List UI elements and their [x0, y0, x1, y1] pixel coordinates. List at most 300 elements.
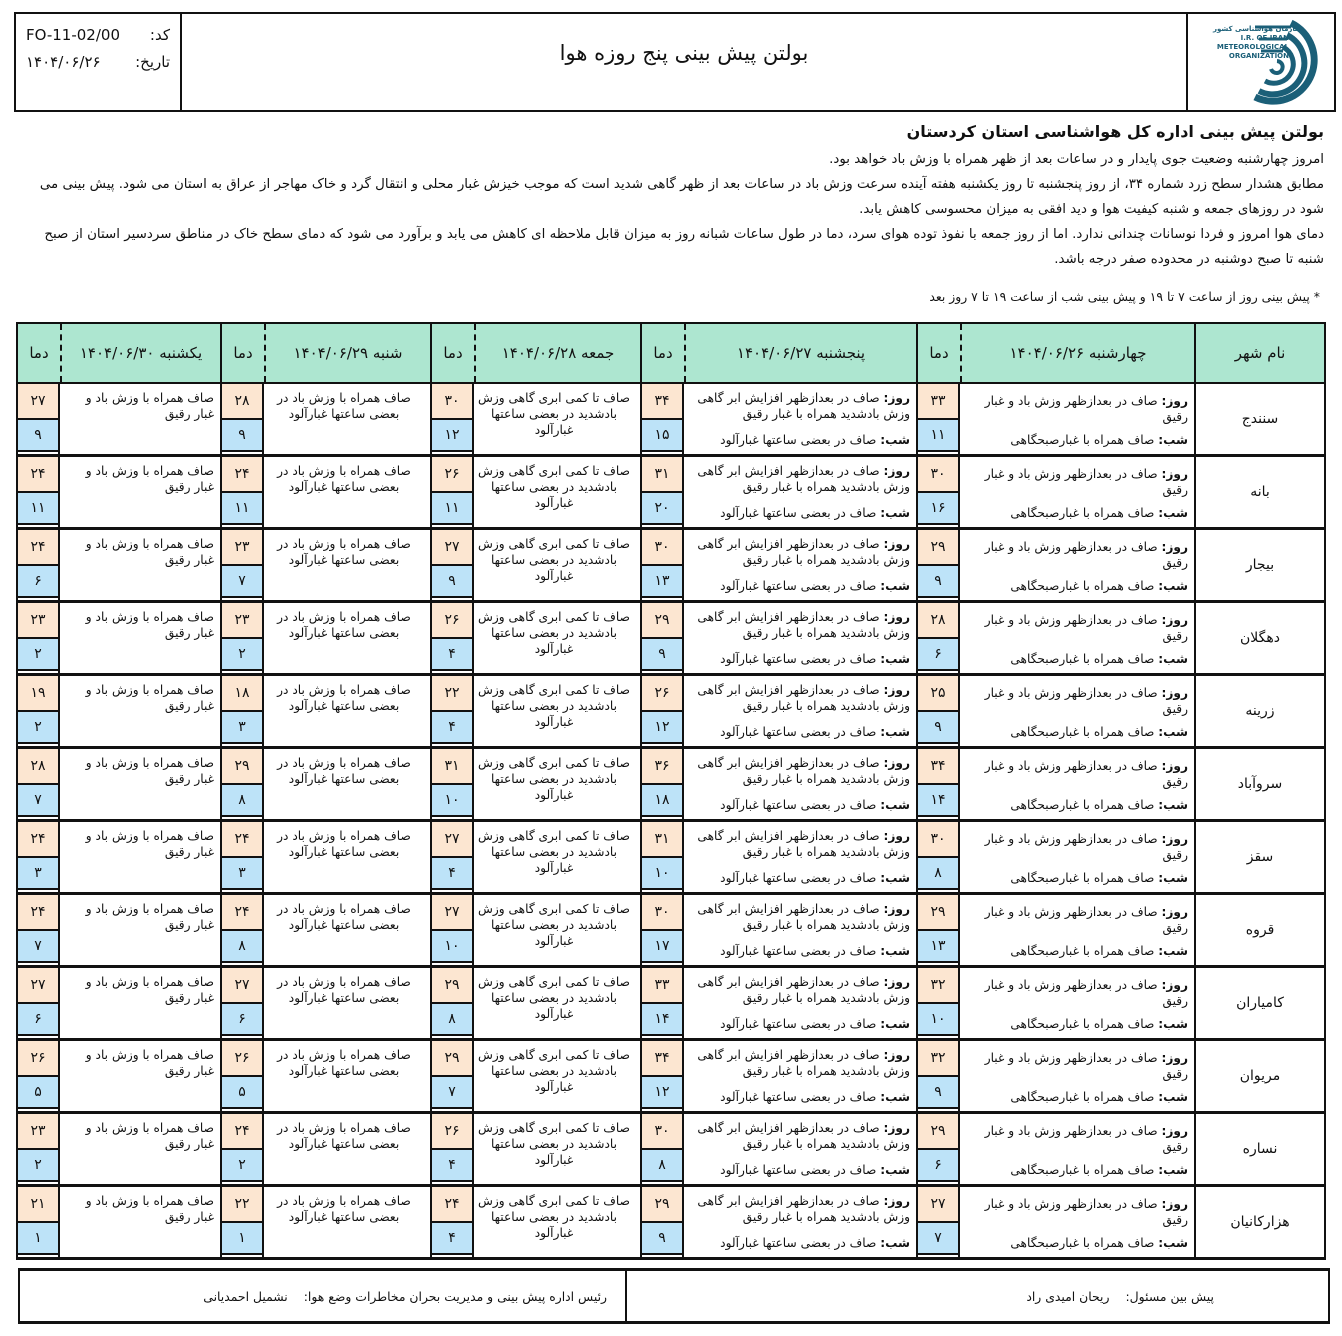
table-row	[16, 676, 1326, 749]
temperature-cell	[918, 530, 960, 600]
forecast-description	[474, 822, 640, 892]
min-temperature: ۱۲	[432, 420, 472, 452]
night-forecast-text: صاف در بعضی ساعتها غبارآلود	[720, 579, 877, 593]
min-temperature: ۴	[432, 1223, 472, 1255]
temperature-cell	[18, 1041, 60, 1111]
day-column-header	[640, 324, 916, 382]
table-row	[16, 968, 1326, 1041]
night-forecast-text: صاف همراه با غبارصبحگاهی	[1010, 579, 1155, 593]
max-temperature: ۲۲	[222, 1187, 262, 1223]
day-forecast-cell	[640, 749, 916, 819]
night-label: شب:	[1158, 1017, 1188, 1031]
min-temperature: ۱۱	[432, 493, 472, 525]
day-forecast	[964, 1123, 1188, 1155]
forecast-description	[960, 1187, 1194, 1257]
night-forecast-text: صاف در بعضی ساعتها غبارآلود	[720, 1017, 877, 1031]
forecast-description	[264, 530, 430, 600]
city-name: هزارکانیان	[1194, 1187, 1324, 1257]
day-forecast-cell	[18, 968, 220, 1038]
min-temperature: ۸	[432, 1004, 472, 1036]
temperature-cell	[18, 822, 60, 892]
day-forecast-cell	[640, 1114, 916, 1184]
day-label: روز:	[883, 1121, 910, 1135]
min-temperature: ۶	[918, 1150, 958, 1182]
day-forecast	[964, 758, 1188, 790]
forecast-text: صاف همراه با وزش باد در بعضی ساعتها غبارآلود	[277, 683, 411, 713]
department-head-label: رئیس اداره پیش بینی و مدیریت بحران مخاطرات وضع هوا:	[303, 1288, 607, 1304]
night-forecast-text: صاف در بعضی ساعتها غبارآلود	[720, 652, 877, 666]
min-temperature: ۸	[222, 931, 262, 963]
forecast-text: صاف تا کمی ابری گاهی وزش بادشدید در بعضی ساعتها غبارآلود	[478, 756, 630, 802]
max-temperature: ۲۹	[432, 968, 472, 1004]
temperature-cell	[918, 1187, 960, 1257]
city-name: بیجار	[1194, 530, 1324, 600]
temperature-cell	[222, 968, 264, 1038]
temperature-cell	[222, 1114, 264, 1184]
forecast-description	[684, 968, 916, 1038]
forecast-description	[60, 968, 220, 1038]
night-label: شب:	[880, 1236, 910, 1250]
temperature-cell	[432, 1114, 474, 1184]
min-temperature: ۹	[432, 566, 472, 598]
day-forecast-cell	[640, 384, 916, 454]
forecast-description	[60, 676, 220, 746]
min-temperature: ۹	[642, 639, 682, 671]
day-forecast-cell	[430, 603, 640, 673]
temperature-cell	[18, 676, 60, 746]
forecast-description	[960, 457, 1194, 527]
forecast-description	[60, 530, 220, 600]
forecast-description	[684, 384, 916, 454]
forecast-description	[264, 968, 430, 1038]
night-forecast-text: صاف در بعضی ساعتها غبارآلود	[720, 1163, 877, 1177]
table-body	[16, 384, 1326, 1260]
night-forecast-text: صاف همراه با غبارصبحگاهی	[1010, 1236, 1155, 1250]
forecast-description	[60, 384, 220, 454]
night-forecast	[720, 943, 910, 959]
temperature-cell	[918, 457, 960, 527]
day-forecast	[964, 904, 1188, 936]
forecast-time-note: * پیش بینی روز از ساعت ۷ تا ۱۹ و پیش بینی شب از ساعت ۱۹ تا ۷ روز بعد	[929, 289, 1320, 304]
forecast-description	[684, 749, 916, 819]
temperature-cell	[18, 384, 60, 454]
intro-paragraph: دمای هوا امروز و فردا نوسانات چندانی ندارد. اما از روز جمعه با نفوذ توده هوای سرد، دما در طول ساعات شبانه روز به میزان قابل ملاحظه ای کاهش می یابد و برآورد می شود که دمای سطح خاک در مناطق سردسیر استان از صبح شنبه تا صبح دوشنبه در محدوده صفر درجه باشد.	[44, 227, 1324, 267]
min-temperature: ۶	[18, 566, 58, 598]
day-forecast-text: صاف در بعدازظهر وزش باد و غبار رقیق	[984, 686, 1188, 716]
forecast-text: صاف همراه با وزش باد در بعضی ساعتها غبارآلود	[277, 1121, 411, 1151]
bulletin-intro	[20, 122, 1324, 309]
day-forecast-cell	[220, 749, 430, 819]
forecast-text: صاف تا کمی ابری گاهی وزش بادشدید در بعضی ساعتها غبارآلود	[478, 829, 630, 875]
date-value: ۱۴۰۴/۰۶/۲۶	[26, 53, 101, 71]
min-temperature: ۱۰	[642, 858, 682, 890]
forecast-description	[960, 968, 1194, 1038]
day-forecast-cell	[220, 603, 430, 673]
temperature-cell	[18, 1187, 60, 1257]
temperature-cell	[432, 603, 474, 673]
max-temperature: ۲۴	[18, 822, 58, 858]
intro-heading: بولتن پیش بینی اداره کل هواشناسی استان کردستان	[906, 122, 1324, 141]
day-forecast-text: صاف در بعدازظهر افزایش ابر گاهی وزش بادشدید همراه با غبار رقیق	[697, 537, 910, 567]
intro-paragraph: امروز چهارشنبه وضعیت جوی پایدار و در ساعات بعد از ظهر همراه با وزش باد خواهد بود.	[829, 152, 1324, 167]
temperature-cell	[432, 676, 474, 746]
forecast-description	[60, 457, 220, 527]
temperature-cell	[222, 1187, 264, 1257]
forecast-description	[264, 603, 430, 673]
night-forecast-text: صاف در بعضی ساعتها غبارآلود	[720, 506, 877, 520]
max-temperature: ۳۱	[642, 822, 682, 858]
max-temperature: ۳۰	[642, 530, 682, 566]
max-temperature: ۳۶	[642, 749, 682, 785]
forecast-text: صاف همراه با وزش باد و غبار رقیق	[85, 756, 214, 786]
max-temperature: ۲۶	[222, 1041, 262, 1077]
table-row	[16, 603, 1326, 676]
min-temperature: ۲	[222, 639, 262, 671]
day-forecast-cell	[640, 457, 916, 527]
table-row	[16, 384, 1326, 457]
min-temperature: ۲	[18, 1150, 58, 1182]
night-label: شب:	[880, 506, 910, 520]
temperature-cell	[222, 457, 264, 527]
forecast-description	[474, 603, 640, 673]
day-forecast-text: صاف در بعدازظهر وزش باد و غبار رقیق	[984, 613, 1188, 643]
min-temperature: ۱۶	[918, 493, 958, 525]
forecast-description	[960, 1114, 1194, 1184]
max-temperature: ۲۴	[222, 822, 262, 858]
day-label: یکشنبه ۱۴۰۴/۰۶/۳۰	[60, 324, 220, 382]
day-forecast-cell	[18, 1114, 220, 1184]
day-forecast-text: صاف در بعدازظهر افزایش ابر گاهی وزش بادشدید همراه با غبار رقیق	[697, 902, 910, 932]
night-label: شب:	[880, 652, 910, 666]
day-forecast	[688, 901, 910, 933]
table-row	[16, 457, 1326, 530]
forecast-text: صاف تا کمی ابری گاهی وزش بادشدید در بعضی ساعتها غبارآلود	[478, 537, 630, 583]
min-temperature: ۳	[222, 712, 262, 744]
temperature-cell	[918, 384, 960, 454]
forecaster-label: پیش بین مسئول:	[1125, 1288, 1214, 1304]
night-label: شب:	[1158, 871, 1188, 885]
day-forecast-cell	[916, 530, 1194, 600]
day-forecast-cell	[18, 530, 220, 600]
max-temperature: ۲۶	[432, 603, 472, 639]
max-temperature: ۲۴	[18, 530, 58, 566]
day-forecast-cell	[430, 1187, 640, 1257]
forecast-description	[960, 895, 1194, 965]
max-temperature: ۲۹	[918, 895, 958, 931]
forecast-description	[684, 1041, 916, 1111]
day-forecast-cell	[220, 676, 430, 746]
day-label: روز:	[1161, 978, 1188, 992]
temperature-cell	[918, 968, 960, 1038]
temperature-cell	[918, 1041, 960, 1111]
forecast-description	[60, 895, 220, 965]
max-temperature: ۳۳	[918, 384, 958, 420]
night-forecast	[1010, 505, 1188, 521]
min-temperature: ۱۴	[918, 785, 958, 817]
forecast-description	[264, 822, 430, 892]
forecast-description	[684, 1114, 916, 1184]
forecast-description	[264, 749, 430, 819]
day-column-header	[916, 324, 1194, 382]
forecast-description	[474, 1041, 640, 1111]
temp-column-header: دما	[653, 344, 673, 362]
document-meta	[16, 14, 182, 110]
min-temperature: ۱۵	[642, 420, 682, 452]
day-forecast-text: صاف در بعدازظهر افزایش ابر گاهی وزش بادشدید همراه با غبار رقیق	[697, 464, 910, 494]
temperature-cell	[432, 822, 474, 892]
night-forecast	[720, 870, 910, 886]
day-forecast	[688, 463, 910, 495]
min-temperature: ۶	[222, 1004, 262, 1036]
forecast-text: صاف همراه با وزش باد در بعضی ساعتها غبارآلود	[277, 975, 411, 1005]
day-forecast-cell	[430, 1114, 640, 1184]
max-temperature: ۲۷	[222, 968, 262, 1004]
city-name: مریوان	[1194, 1041, 1324, 1111]
temperature-cell	[642, 384, 684, 454]
night-label: شب:	[880, 871, 910, 885]
temperature-cell	[18, 1114, 60, 1184]
min-temperature: ۱	[18, 1223, 58, 1255]
day-forecast-cell	[916, 603, 1194, 673]
table-row	[16, 1041, 1326, 1114]
day-label: روز:	[883, 537, 910, 551]
max-temperature: ۲۹	[642, 1187, 682, 1223]
day-forecast-text: صاف در بعدازظهر افزایش ابر گاهی وزش بادشدید همراه با غبار رقیق	[697, 1194, 910, 1224]
max-temperature: ۲۴	[222, 895, 262, 931]
forecast-text: صاف همراه با وزش باد و غبار رقیق	[85, 975, 214, 1005]
min-temperature: ۴	[432, 858, 472, 890]
min-temperature: ۱۱	[222, 493, 262, 525]
max-temperature: ۲۴	[18, 457, 58, 493]
city-name: نساره	[1194, 1114, 1324, 1184]
day-forecast-text: صاف در بعدازظهر وزش باد و غبار رقیق	[984, 905, 1188, 935]
max-temperature: ۳۴	[642, 1041, 682, 1077]
night-label: شب:	[880, 1163, 910, 1177]
max-temperature: ۲۷	[918, 1187, 958, 1223]
day-forecast-text: صاف در بعدازظهر افزایش ابر گاهی وزش بادشدید همراه با غبار رقیق	[697, 829, 910, 859]
day-forecast-cell	[220, 384, 430, 454]
min-temperature: ۶	[18, 1004, 58, 1036]
day-label: روز:	[1161, 905, 1188, 919]
temperature-cell	[918, 603, 960, 673]
night-label: شب:	[1158, 652, 1188, 666]
forecaster-name: ریحان امیدی راد	[1026, 1288, 1110, 1304]
min-temperature: ۷	[222, 566, 262, 598]
forecast-description	[264, 384, 430, 454]
night-forecast-text: صاف همراه با غبارصبحگاهی	[1010, 506, 1155, 520]
day-forecast-text: صاف در بعدازظهر وزش باد و غبار رقیق	[984, 540, 1188, 570]
max-temperature: ۲۵	[918, 676, 958, 712]
forecast-description	[960, 384, 1194, 454]
logo-line1: I.R. OF IRAN	[1240, 34, 1289, 42]
max-temperature: ۳۲	[918, 968, 958, 1004]
day-forecast-cell	[430, 384, 640, 454]
night-label: شب:	[1158, 579, 1188, 593]
day-forecast-cell	[220, 1114, 430, 1184]
forecast-description	[960, 1041, 1194, 1111]
forecast-description	[474, 749, 640, 819]
date-label: تاریخ:	[135, 53, 170, 71]
table-row	[16, 895, 1326, 968]
city-column-header: نام شهر	[1194, 324, 1324, 382]
forecast-text: صاف تا کمی ابری گاهی وزش بادشدید در بعضی ساعتها غبارآلود	[478, 391, 630, 437]
min-temperature: ۱۸	[642, 785, 682, 817]
temperature-cell	[18, 457, 60, 527]
day-label: روز:	[1161, 1051, 1188, 1065]
temp-column-header: دما	[233, 344, 253, 362]
night-forecast	[1010, 1089, 1188, 1105]
table-row	[16, 822, 1326, 895]
max-temperature: ۲۳	[222, 603, 262, 639]
day-label: پنجشنبه ۱۴۰۴/۰۶/۲۷	[684, 324, 916, 382]
day-forecast-cell	[18, 822, 220, 892]
forecast-description	[474, 895, 640, 965]
temperature-cell	[642, 968, 684, 1038]
night-label: شب:	[1158, 725, 1188, 739]
forecast-description	[960, 822, 1194, 892]
day-forecast-text: صاف در بعدازظهر افزایش ابر گاهی وزش بادشدید همراه با غبار رقیق	[697, 610, 910, 640]
forecast-text: صاف همراه با وزش باد در بعضی ساعتها غبارآلود	[277, 464, 411, 494]
day-forecast	[688, 682, 910, 714]
day-forecast-cell	[640, 603, 916, 673]
forecast-description	[474, 457, 640, 527]
temperature-cell	[432, 384, 474, 454]
min-temperature: ۷	[918, 1223, 958, 1255]
forecast-description	[60, 822, 220, 892]
max-temperature: ۲۴	[222, 457, 262, 493]
max-temperature: ۳۱	[432, 749, 472, 785]
forecaster-cell	[625, 1271, 1328, 1321]
temperature-cell	[18, 530, 60, 600]
temperature-cell	[432, 457, 474, 527]
temperature-cell	[642, 749, 684, 819]
night-forecast-text: صاف همراه با غبارصبحگاهی	[1010, 944, 1155, 958]
night-label: شب:	[1158, 1163, 1188, 1177]
night-forecast	[720, 651, 910, 667]
night-label: شب:	[880, 944, 910, 958]
max-temperature: ۳۰	[642, 895, 682, 931]
min-temperature: ۱۰	[918, 1004, 958, 1036]
day-forecast	[688, 536, 910, 568]
forecast-description	[960, 749, 1194, 819]
max-temperature: ۲۴	[432, 1187, 472, 1223]
forecast-text: صاف همراه با وزش باد و غبار رقیق	[85, 464, 214, 494]
min-temperature: ۸	[222, 785, 262, 817]
min-temperature: ۱۲	[642, 1077, 682, 1109]
night-forecast	[1010, 943, 1188, 959]
max-temperature: ۲۱	[18, 1187, 58, 1223]
logo-name-fa: سازمان هواشناسی کشور	[1213, 25, 1302, 33]
min-temperature: ۳	[18, 858, 58, 890]
forecast-description	[474, 530, 640, 600]
day-forecast-text: صاف در بعدازظهر افزایش ابر گاهی وزش بادشدید همراه با غبار رقیق	[697, 756, 910, 786]
forecast-text: صاف همراه با وزش باد در بعضی ساعتها غبارآلود	[277, 610, 411, 640]
forecast-text: صاف همراه با وزش باد و غبار رقیق	[85, 1121, 214, 1151]
forecast-text: صاف تا کمی ابری گاهی وزش بادشدید در بعضی ساعتها غبارآلود	[478, 610, 630, 656]
table-row	[16, 530, 1326, 603]
night-forecast	[1010, 1016, 1188, 1032]
page-title: بولتن پیش بینی پنج روزه هوا	[559, 41, 809, 65]
forecast-description	[264, 1114, 430, 1184]
day-forecast-text: صاف در بعدازظهر وزش باد و غبار رقیق	[984, 832, 1188, 862]
min-temperature: ۷	[432, 1077, 472, 1109]
min-temperature: ۲	[18, 712, 58, 744]
department-head-name: نشمیل احمدیانی	[203, 1288, 288, 1304]
code-value: FO-11-02/00	[26, 26, 120, 44]
day-forecast-cell	[640, 676, 916, 746]
temperature-cell	[18, 968, 60, 1038]
night-label: شب:	[880, 579, 910, 593]
day-forecast	[688, 755, 910, 787]
forecast-description	[474, 384, 640, 454]
min-temperature: ۱۷	[642, 931, 682, 963]
max-temperature: ۳۰	[642, 1114, 682, 1150]
day-label: روز:	[883, 610, 910, 624]
max-temperature: ۲۷	[18, 968, 58, 1004]
day-forecast-cell	[18, 1041, 220, 1111]
forecast-description	[474, 1114, 640, 1184]
forecast-text: صاف همراه با وزش باد و غبار رقیق	[85, 683, 214, 713]
temperature-cell	[918, 822, 960, 892]
min-temperature: ۱	[222, 1223, 262, 1255]
day-forecast-cell	[18, 749, 220, 819]
min-temperature: ۵	[18, 1077, 58, 1109]
night-forecast-text: صاف همراه با غبارصبحگاهی	[1010, 725, 1155, 739]
day-forecast-text: صاف در بعدازظهر افزایش ابر گاهی وزش بادشدید همراه با غبار رقیق	[697, 975, 910, 1005]
min-temperature: ۹	[918, 566, 958, 598]
temperature-cell	[222, 749, 264, 819]
night-forecast-text: صاف در بعضی ساعتها غبارآلود	[720, 433, 877, 447]
city-name: بانه	[1194, 457, 1324, 527]
day-forecast-cell	[220, 1041, 430, 1111]
forecast-description	[60, 603, 220, 673]
day-forecast-cell	[18, 1187, 220, 1257]
min-temperature: ۸	[642, 1150, 682, 1182]
temperature-cell	[918, 676, 960, 746]
day-label: روز:	[883, 756, 910, 770]
night-forecast	[720, 1016, 910, 1032]
day-forecast-cell	[430, 822, 640, 892]
forecast-text: صاف همراه با وزش باد در بعضی ساعتها غبارآلود	[277, 902, 411, 932]
day-label: روز:	[883, 1048, 910, 1062]
day-forecast-cell	[640, 895, 916, 965]
max-temperature: ۳۳	[642, 968, 682, 1004]
day-label: روز:	[883, 391, 910, 405]
day-forecast-cell	[430, 457, 640, 527]
logo-line2: METEOROLOGICAL	[1216, 43, 1289, 51]
city-name: زرینه	[1194, 676, 1324, 746]
min-temperature: ۱۳	[918, 931, 958, 963]
day-forecast-cell	[916, 1187, 1194, 1257]
temperature-cell	[222, 603, 264, 673]
day-label: چهارشنبه ۱۴۰۴/۰۶/۲۶	[960, 324, 1194, 382]
forecast-description	[264, 895, 430, 965]
temperature-cell	[642, 530, 684, 600]
forecast-description	[474, 968, 640, 1038]
day-forecast-text: صاف در بعدازظهر وزش باد و غبار رقیق	[984, 467, 1188, 497]
temperature-cell	[918, 1114, 960, 1184]
forecast-description	[684, 676, 916, 746]
day-forecast-text: صاف در بعدازظهر وزش باد و غبار رقیق	[984, 394, 1188, 424]
day-forecast-cell	[640, 968, 916, 1038]
temperature-cell	[222, 822, 264, 892]
day-column-header	[220, 324, 430, 382]
city-name: سنندج	[1194, 384, 1324, 454]
forecast-text: صاف همراه با وزش باد و غبار رقیق	[85, 537, 214, 567]
forecast-description	[60, 749, 220, 819]
city-name: دهگلان	[1194, 603, 1324, 673]
night-forecast-text: صاف همراه با غبارصبحگاهی	[1010, 652, 1155, 666]
